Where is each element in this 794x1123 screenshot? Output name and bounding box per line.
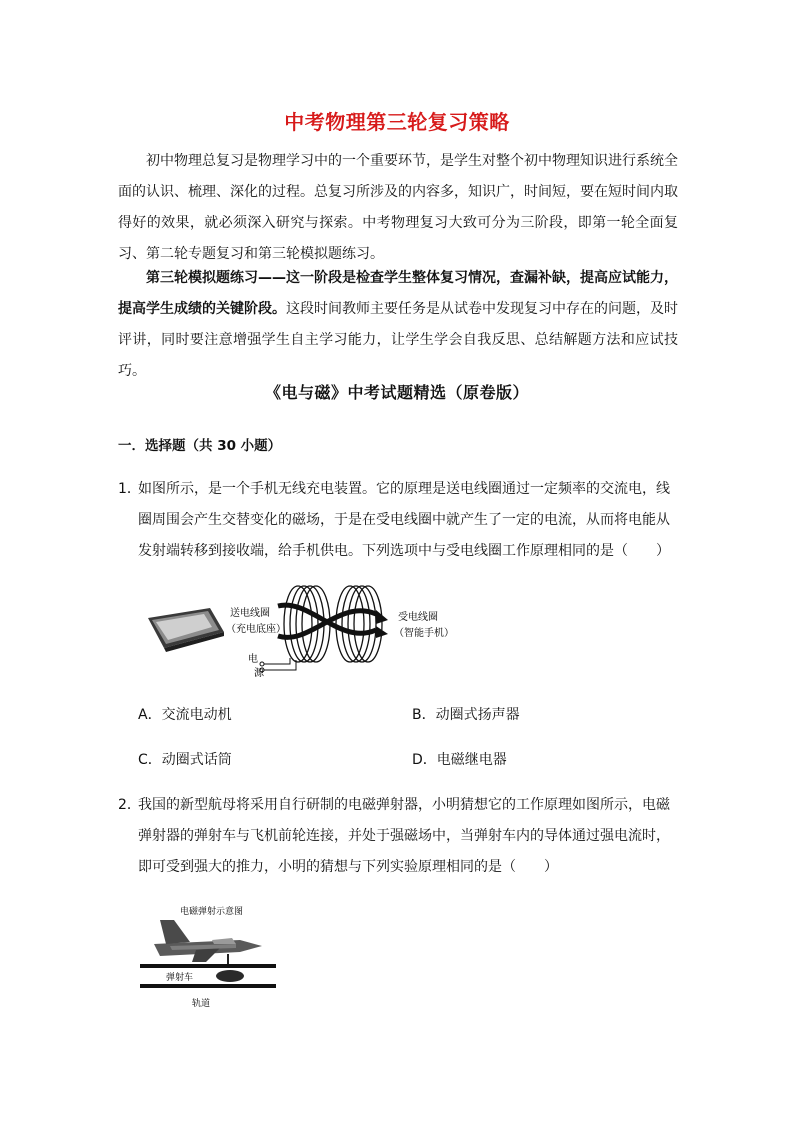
catapult-cart-label: 弹射车 [166, 973, 194, 983]
send-coil-sub-label: （充电底座） [226, 624, 286, 635]
question-1-text: 如图所示，是一个手机无线充电装置。它的原理是送电线圈通过一定频率的交流电，线圈周围会产生交替变化的磁场，于是在受电线圈中就产生了一定的电流，从而将电能从发射端转移到接收端，给手机供电。下列选项中与受电线圈工作原理相同的是（ ） [138, 481, 670, 559]
electromagnetic-catapult-figure [140, 900, 300, 1012]
rail-top [140, 964, 276, 968]
intro-paragraph-1: 初中物理总复习是物理学习中的一个重要环节，是学生对整个初中物理知识进行系统全面的认识、梳理、深化的过程。总复习所涉及的内容多，知识广，时间短，要在短时间内取得好的效果，就必须深入研究与探索。中考物理复习大致可分为三阶段，即第一轮全面复习、第二轮专题复习和第三轮模拟题练习。 [118, 153, 678, 262]
phone-on-charger-image [148, 608, 224, 652]
rail-bottom [140, 984, 276, 988]
q1-option-b: B．动圈式扬声器 [412, 707, 520, 723]
track-label: 轨道 [192, 999, 211, 1009]
send-coil-label: 送电线圈 [230, 608, 270, 619]
intro-paragraph-2 [118, 263, 678, 387]
catapult-cart-icon [216, 970, 244, 982]
question-1-number: 1． [118, 481, 141, 497]
q1-option-d: D．电磁继电器 [412, 752, 507, 768]
intro-paragraph-2-rest: 这段时间教师主要任务是从试卷中发现复习中存在的问题，及时评讲，同时要注意增强学生自主学习能力，让学生学会自我反思、总结解题方法和应试技巧。 [118, 301, 678, 379]
magnetic-field-arrow-icon [278, 605, 376, 637]
receive-coil-sub-label: （智能手机） [394, 628, 454, 639]
power-source-label-1: 电 [248, 654, 258, 665]
q1-option-a: A．交流电动机 [138, 707, 232, 723]
question-2-text: 我国的新型航母将采用自行研制的电磁弹射器，小明猜想它的工作原理如图所示，电磁弹射器的弹射车与飞机前轮连接，并处于强磁场中，当弹射车内的导体通过强电流时，即可受到强大的推力，小明的猜想与下列实验原理相同的是（ ） [138, 797, 670, 875]
q1-option-c: C．动圈式话筒 [138, 752, 232, 768]
intro-paragraph-2-bold: 第三轮模拟题练习——这一阶段是检查学生整体复习情况，查漏补缺，提高应试能力，提高学生成绩的关键阶段。 [118, 270, 678, 317]
power-source-label-2: 源 [254, 668, 264, 679]
power-wires [264, 658, 296, 670]
page-title: 中考物理第三轮复习策略 [284, 110, 510, 134]
wireless-charging-figure [140, 580, 470, 680]
receive-coil-icon [336, 586, 382, 662]
question-2-number: 2． [118, 797, 141, 813]
paper-subtitle: 《电与磁》中考试题精选（原卷版） [264, 383, 529, 402]
catapult-caption: 电磁弹射示意图 [180, 907, 244, 917]
question-2 [118, 790, 678, 883]
section-heading: 一．选择题（共 30 小题） [118, 438, 282, 454]
receive-coil-label: 受电线圈 [398, 612, 438, 623]
question-1 [118, 474, 678, 567]
fighter-jet-image [154, 920, 262, 966]
